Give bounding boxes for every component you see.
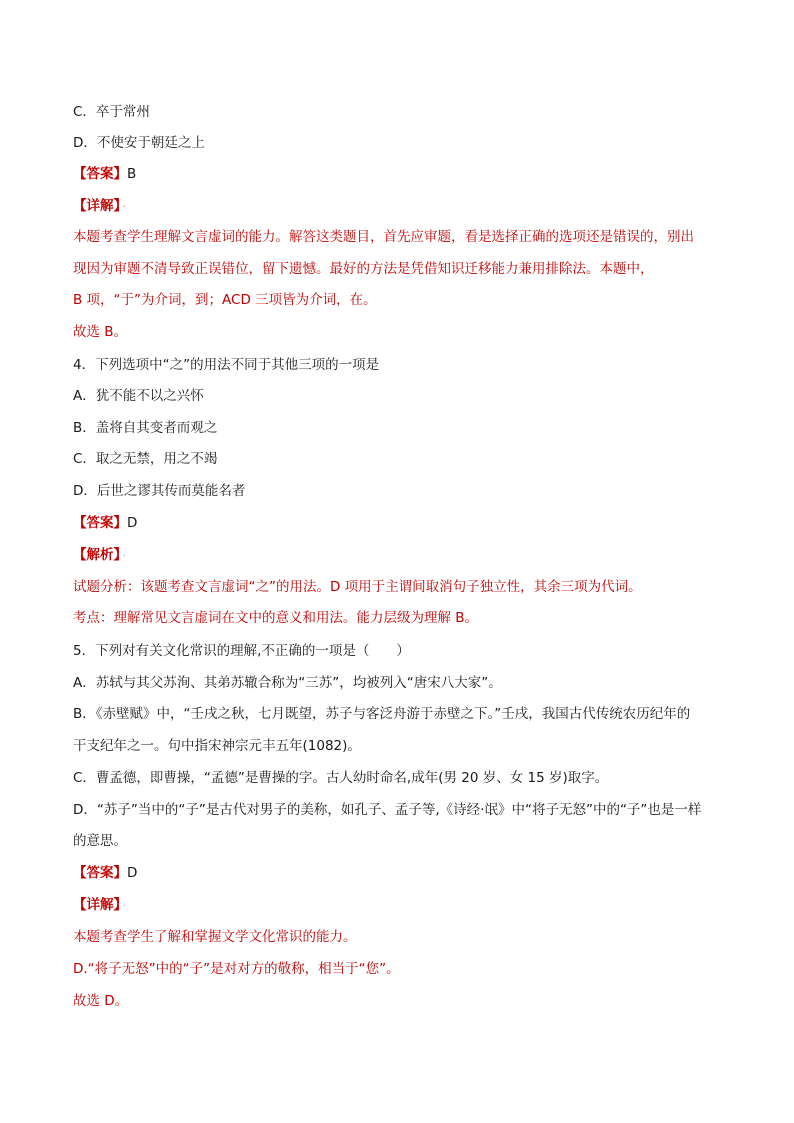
q4-option-c: C．取之无禁，用之不竭 [73, 451, 218, 467]
q5-option-c: C．曹孟德，即曹操，“孟德”是曹操的字。古人幼时命名,成年(男 20 岁、女 15 岁)取字。 [73, 770, 609, 786]
q4-stem: 4．下列选项中“之”的用法不同于其他三项的一项是 [73, 357, 380, 373]
q3-conclusion: 故选 B。 [73, 324, 128, 340]
q4-option-b: B．盖将自其变者而观之 [73, 420, 218, 436]
answer-value: B [127, 166, 137, 182]
q5-detail-label [73, 896, 125, 916]
q5-option-b-line2: 干支纪年之一。句中指宋神宗元丰五年(1082)。 [73, 738, 361, 754]
q4-option-d: D．后世之谬其传而莫能名者 [73, 483, 246, 499]
q5-conclusion: 故选 D。 [73, 993, 129, 1009]
q5-option-d-line1: D．“苏子”当中的“子”是古代对男子的美称，如孔子、孟子等,《诗经·氓》中“将子无怒”中的“子”也是一样 [73, 802, 702, 818]
q3-answer [73, 165, 136, 183]
answer-value: D [127, 515, 138, 531]
q4-analysis-2: 考点：理解常见文言虚词在文中的意义和用法。能力层级为理解 B。 [73, 610, 479, 626]
q5-answer [73, 864, 137, 882]
q4-answer [73, 514, 137, 532]
detail-label: 【详解】 [73, 897, 121, 913]
q3-option-c: C．卒于常州 [73, 104, 150, 120]
paragraph-mark: · [122, 202, 126, 213]
q5-option-a: A．苏轼与其父苏洵、其弟苏辙合称为“三苏”，均被列入“唐宋八大家”。 [73, 675, 502, 691]
paragraph-mark: · [122, 901, 126, 912]
q3-option-d: D．不使安于朝廷之上 [73, 135, 205, 151]
answer-value: D [127, 865, 138, 881]
q3-explain-2: 现因为审题不清导致正误错位，留下遗憾。最好的方法是凭借知识迁移能力兼用排除法。本题中， [73, 261, 654, 277]
q5-option-b-line1: B．《赤壁赋》中，“壬戌之秋，七月既望，苏子与客泛舟游于赤壁之下。”壬戌，我国古代传统农历纪年的 [73, 706, 691, 722]
answer-label: 【答案】 [73, 515, 127, 531]
q4-option-a: A．犹不能不以之兴怀 [73, 388, 204, 404]
q5-option-d-line2: 的意思。 [73, 833, 127, 849]
paragraph-mark: · [122, 551, 126, 562]
answer-label: 【答案】 [73, 865, 127, 881]
q3-explain-3: B 项，“于”为介词，到；ACD 三项皆为介词，在。 [73, 292, 377, 308]
q5-stem: 5．下列对有关文化常识的理解,不正确的一项是（ ） [73, 643, 410, 659]
q4-analysis-label [73, 546, 125, 566]
answer-label: 【答案】 [73, 166, 127, 182]
analysis-label: 【解析】 [73, 547, 121, 563]
q5-explain-2: D.“将子无怒”中的“子”是对对方的敬称，相当于“您”。 [73, 961, 400, 977]
q3-explain-1: 本题考查学生理解文言虚词的能力。解答这类题目，首先应审题，看是选择正确的选项还是错误的，别出 [73, 229, 694, 245]
q5-explain-1: 本题考查学生了解和掌握文学文化常识的能力。 [73, 929, 357, 945]
q4-analysis-1: 试题分析：该题考查文言虚词“之”的用法。D 项用于主谓间取消句子独立性，其余三项为代词。 [73, 579, 642, 595]
q3-detail-label [73, 197, 125, 217]
detail-label: 【详解】 [73, 198, 121, 214]
